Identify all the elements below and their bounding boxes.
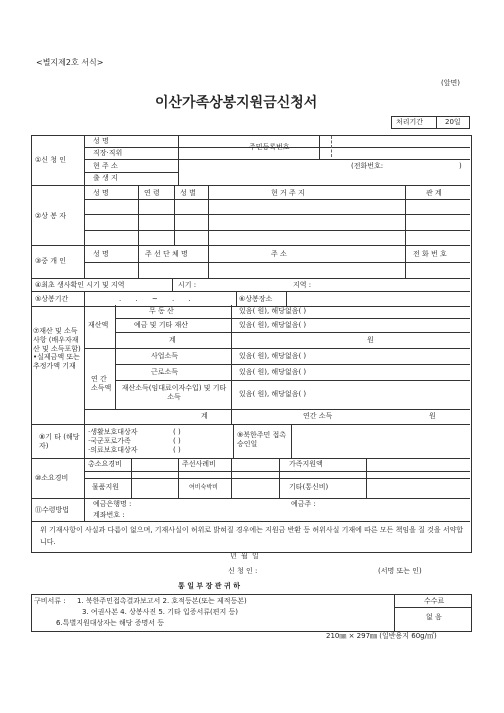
reunion-h-name: 성 명 [93,189,109,197]
phone-close: ) [459,162,462,170]
asset-row-deposit: 예금 및 기타 재산 [134,321,189,329]
broker-section [31,245,470,279]
expense-broker-fee: 주선사례비 [182,460,216,468]
applicant-label: ①신 청 인 [35,156,67,164]
asset-row-realestate: 무 동 산 [149,307,174,315]
income-row-asset: 재산소득(임대료이자수입) 및 기타 소득 [121,384,227,401]
income-row-business: 사업소득 [151,352,179,360]
phone-label: (전화번호: [351,162,384,170]
applicant-section [31,135,470,185]
income-value-asset[interactable]: 있음( 원), 해당없음( ) [239,390,307,398]
name-label: 성 명 [93,137,109,145]
expense-total: 총소요경비 [88,460,122,468]
broker-h-name: 성 명 [93,250,109,258]
fee-value: 없 음 [426,613,442,621]
addressee: 통 일 부 장 관 귀 하 [178,582,240,590]
reunion-h-sex: 성 별 [180,189,196,197]
broker-label: ③중 개 인 [35,257,67,265]
paper-spec: 210㎜ × 297㎜ (일반용지 60g/㎡) [326,632,437,640]
first-contact-time: 시기 : [178,281,197,289]
other-paren-1[interactable]: ( ) [173,428,181,436]
receipt-section [31,498,470,522]
signer-label: 신 청 인 : [228,567,258,575]
date-line[interactable]: 년 월 일 [230,552,259,560]
reunion-h-residence: 현 거 주 지 [271,189,305,197]
reunion-h-age: 연 령 [144,189,160,197]
annual-income-label: 연간 소득 [303,412,333,420]
period-label: ⑤상봉기간 [35,295,69,303]
expense-other: 기타(통신비) [289,483,329,491]
income-value-business[interactable]: 있음( 원), 해당없음( ) [239,352,307,360]
reunion-h-relation: 관 계 [426,189,442,197]
birthplace-label: 출 생 지 [93,174,118,182]
income-row-labor: 근로소득 [151,368,179,376]
first-contact-row [31,278,470,292]
receipt-holder[interactable]: 예금주 : [291,500,316,508]
docs-line-2: 3. 여권사본 4. 상봉사진 5. 기타 입증서류(편지 등) [82,608,239,616]
docs-box [31,594,472,632]
income-value-labor[interactable]: 있음( 원), 해당없음( ) [239,368,307,376]
rrn-field[interactable] [331,136,462,157]
expense-goods: 물품지원 [92,483,120,491]
processing-box [391,116,470,129]
income-label: 연 간 소득액 [91,375,112,392]
docs-line-3: 6.특별지원대상자는 해당 증명서 등 [56,619,165,627]
period-dots: . . ~ . . [119,295,191,303]
annual-income-won: 원 [429,412,436,420]
asset-total-won: 원 [367,336,374,344]
other-item-1: ·생활보호대상자 [88,428,138,436]
other-label: ⑧기 타 (해당자) [39,433,80,450]
expense-family-support: 가족지원액 [289,460,323,468]
expense-section [31,458,470,499]
broker-h-address: 주 소 [271,250,287,258]
job-label: 직장·직위 [93,149,123,157]
asset-value-realestate[interactable]: 있음( 원), 해당없음( ) [239,307,307,315]
first-contact-label: ④최초 생사확인 시기 및 지역 [35,281,125,289]
receipt-label: ⑪수령방법 [35,506,70,514]
docs-label: 구비서류 : [34,597,66,605]
other-item-2: ·국군포로가족 [88,437,131,445]
contact-approval-label: ⑨북한주민 접촉승인일 [237,431,287,448]
asset-label: 재산액 [88,321,109,329]
first-contact-region: 지역 : [293,281,312,289]
asset-value-deposit[interactable]: 있음( 원), 해당없음( ) [239,321,307,329]
page-side: (앞면) [441,79,460,87]
processing-value: 20일 [445,118,461,126]
other-paren-3[interactable]: ( ) [173,446,181,454]
other-section [31,424,470,459]
pledge-text: 위 기재사항이 사실과 다름이 없으며, 기재사실이 허위로 밝혀질 경우에는 지원금 반환 등 허위사실 기재에 따른 모든 책임을 질 것을 서약합니다. [40,526,464,547]
page-title: 이산가족상봉지원금신청서 [155,95,318,111]
property-label: ⑦재산 및 소득사항 (배우자재산 및 소득포함) •실제금액 또는 추정가액 기재 [33,327,81,370]
processing-label: 처리기간 [396,118,424,126]
sign-note: (서명 또는 인) [378,567,422,575]
reunion-section [31,185,470,246]
expense-label: ⑩소요경비 [35,474,69,482]
reunion-label: ②상 봉 자 [35,212,67,220]
other-paren-2[interactable]: ( ) [173,437,181,445]
docs-line-1: 1. 북한주민접촉결과보고서 2. 호적등본(또는 제적등본) [77,597,247,605]
expense-travel: 여비숙박비 [189,484,218,491]
property-section [31,305,470,424]
rrn-label: 주민등록번호 [249,143,290,151]
other-item-3: ·의료보호대상자 [88,446,138,454]
asset-total-label: 계 [169,336,176,344]
fee-label: 수수료 [424,597,445,605]
income-total-label: 계 [201,412,208,420]
broker-h-org: 주 선 단 체 명 [145,250,188,258]
form-ref: <별지제2호 서식> [36,58,104,67]
receipt-account[interactable]: 계좌번호 : [93,511,125,519]
broker-h-phone: 전 화 번 호 [413,250,447,258]
receipt-bank[interactable]: 예금은행명 : [93,500,132,508]
place-label: ⑥상봉장소 [239,295,273,303]
address-label: 현 주 소 [93,162,118,170]
